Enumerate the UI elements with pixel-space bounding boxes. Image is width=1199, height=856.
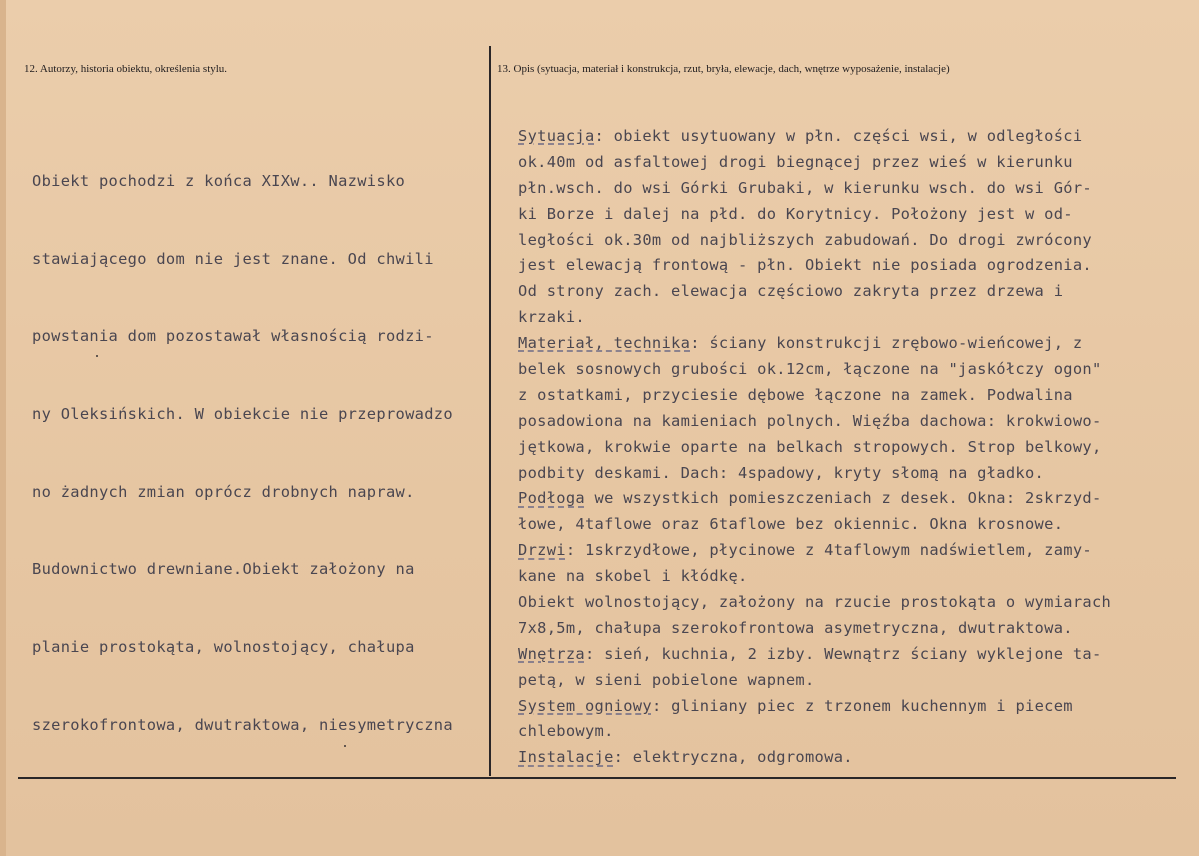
description-line	[518, 435, 1111, 461]
history-line: Obiekt pochodzi z końca XIXw.. Nazwisko	[32, 171, 406, 190]
description-line	[518, 331, 1111, 357]
section-heading: Instalacje	[518, 748, 614, 767]
description-line	[518, 124, 1111, 150]
section-heading: Materiał, technika	[518, 334, 691, 353]
description-text: ok.40m od asfaltowej drogi biegnącej przez wieś w kierunku	[518, 152, 1073, 171]
description-line	[518, 253, 1111, 279]
description-text-block	[518, 124, 1111, 771]
paper-speck	[96, 355, 98, 357]
bottom-rule	[18, 777, 1176, 779]
description-text: : elektryczna, odgromowa.	[613, 748, 853, 767]
description-text: posadowiona na kamieniach polnych. Więźba dachowa: krokwiowo-	[518, 411, 1102, 430]
column-divider	[489, 46, 491, 776]
description-line	[518, 176, 1111, 202]
description-text: : obiekt usytuowany w płn. części wsi, w odległości	[594, 127, 1083, 145]
history-line: Budownictwo drewniane.Obiekt założony na	[32, 560, 415, 579]
description-text: chlebowym.	[518, 722, 614, 741]
description-line	[518, 745, 1111, 771]
description-text: ległości ok.30m od najbliższych zabudowań. Do drogi zwrócony	[518, 230, 1092, 249]
description-text: : sień, kuchnia, 2 izby. Wewnątrz ściany wyklejone ta-	[584, 644, 1102, 663]
description-text: ki Borze i dalej na płd. do Korytnicy. Położony jest w od-	[518, 204, 1073, 223]
description-line	[518, 228, 1111, 254]
description-line	[518, 409, 1111, 435]
description-line	[518, 486, 1111, 512]
description-text: jętkowa, krokwie oparte na belkach stropowych. Strop belkowy,	[518, 437, 1102, 456]
description-line	[518, 616, 1111, 642]
description-line	[518, 719, 1111, 745]
description-line	[518, 150, 1111, 176]
description-line	[518, 279, 1111, 305]
description-line	[518, 383, 1111, 409]
description-text: jest elewacją frontową - płn. Obiekt nie posiada ogrodzenia.	[518, 256, 1092, 275]
section-heading: Sytuacja	[518, 127, 595, 145]
description-text: we wszystkich pomieszczeniach z desek. Okna: 2skrzyd-	[584, 489, 1102, 508]
history-line: powstania dom pozostawał własnością rodzi-	[32, 327, 434, 346]
description-line	[518, 305, 1111, 331]
history-line: ny Oleksińskich. W obiekcie nie przeprowadzo	[32, 404, 453, 423]
description-line	[518, 590, 1111, 616]
section-12-header: 12. Autorzy, historia obiektu, określenia stylu.	[24, 63, 228, 75]
description-text: : ściany konstrukcji zrębowo-wieńcowej, z	[690, 334, 1083, 353]
description-text: krzaki.	[518, 308, 585, 327]
description-text: łowe, 4taflowe oraz 6taflowe bez okiennic. Okna krosnowe.	[518, 515, 1064, 534]
description-text: petą, w sieni pobielone wapnem.	[518, 670, 815, 689]
description-text: Od strony zach. elewacja częściowo zakryta przez drzewa i	[518, 282, 1064, 301]
history-text-block	[32, 117, 453, 765]
description-line	[518, 668, 1111, 694]
description-text: 7x8,5m, chałupa szerokofrontowa asymetryczna, dwutraktowa.	[518, 618, 1073, 637]
description-line	[518, 461, 1111, 487]
description-line	[518, 357, 1111, 383]
description-text: : 1skrzydłowe, płycinowe z 4taflowym nadświetlem, zamy-	[565, 541, 1092, 560]
sheet-edge	[0, 0, 6, 856]
section-heading: System ogniowy	[518, 696, 652, 715]
history-line: no żadnych zmian oprócz drobnych napraw.	[32, 482, 415, 501]
description-line	[518, 694, 1111, 720]
description-line	[518, 564, 1111, 590]
history-line: szerokofrontowa, dwutraktowa, niesymetryczna	[32, 715, 453, 734]
history-line: planie prostokąta, wolnostojący, chałupa	[32, 638, 415, 657]
paper-speck	[344, 745, 346, 747]
description-line	[518, 642, 1111, 668]
description-text: kane na skobel i kłódkę.	[518, 567, 748, 586]
description-text: : gliniany piec z trzonem kuchennym i piecem	[651, 696, 1073, 715]
description-line	[518, 202, 1111, 228]
description-text: podbity deskami. Dach: 4spadowy, kryty słomą na gładko.	[518, 463, 1045, 482]
description-text: Obiekt wolnostojący, założony na rzucie prostokąta o wymiarach	[518, 593, 1112, 612]
history-line: stawiającego dom nie jest znane. Od chwili	[32, 249, 434, 268]
section-heading: Drzwi	[518, 541, 566, 560]
description-line	[518, 538, 1111, 564]
description-line	[518, 512, 1111, 538]
description-text: płn.wsch. do wsi Górki Grubaki, w kierunku wsch. do wsi Gór-	[518, 178, 1092, 197]
section-heading: Podłoga	[518, 489, 585, 508]
description-text: belek sosnowych grubości ok.12cm, łączone na "jaskółczy ogon"	[518, 360, 1102, 379]
description-text: z ostatkami, przyciesie dębowe łączone na zamek. Podwalina	[518, 385, 1073, 404]
section-13-header: 13. Opis (sytuacja, materiał i konstrukcja, rzut, bryła, elewacje, dach, wnętrze wyposażenie, instalacje)	[497, 63, 950, 75]
section-heading: Wnętrza	[518, 644, 585, 663]
